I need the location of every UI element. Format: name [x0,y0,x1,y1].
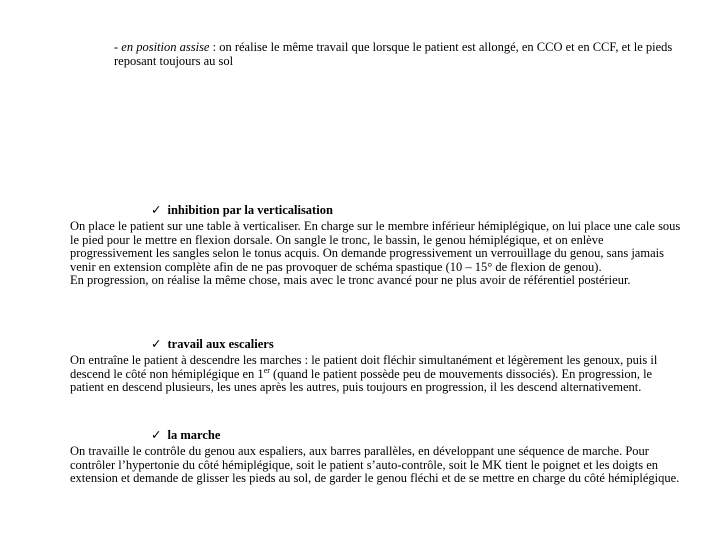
paragraph: On travaille le contrôle du genou aux espaliers, aux barres parallèles, en développant une séquence de marche. Pour contrôler l’hypertonie du côté hémiplégique, soit le patient s’auto-contrôle, soit le MK tient le poignet et les doigts en extension et demande de glisser les pieds au sol, de garder le genou fléchi et de se mettre en charge du côté hémiplégique. [70,444,680,485]
paragraph: On place le patient sur une table à verticaliser. En charge sur le membre inférieur hémiplégique, on lui place une cale sous le pied pour le mettre en flexion dorsale. On sangle le tronc, le bassin, le genou hémiplégique, et on enlève progressivement les sangles selon le tonus acquis. On demande progressivement un verrouillage du genou, sans jamais venir en extension complète afin de ne pas provoquer de schéma spastique (10 – 15° de flexion de genou). [70,219,681,274]
paragraph [70,354,682,395]
paragraph-text: On entraîne le patient à descendre les marches : le patient doit fléchir simultanément et légèrement les genoux, puis il descend le côté non hémiplégique en 1 [70,353,658,381]
section-title-marche [151,428,220,442]
superscript: er [263,365,270,375]
checkmark-icon: ✓ [151,203,162,217]
section-title-escaliers [151,337,274,351]
section-body-escaliers [70,354,682,395]
section-body-verticalisation [70,220,682,288]
section-title-verticalisation [151,203,333,217]
checkmark-icon: ✓ [151,428,162,442]
section-title-text: inhibition par la verticalisation [167,203,333,217]
section-title-text: travail aux escaliers [167,337,274,351]
intro-paragraph [114,40,694,68]
intro-lead: - en position assise [114,40,210,54]
intro-text: : on réalise le même travail que lorsque le patient est allongé, en CCO et en CCF, et le pieds reposant toujours au sol [114,40,673,68]
paragraph-text: (quand le patient possède peu de mouvements dissociés). En progression, le patient en descend plusieurs, les unes après les autres, puis toujours en progression, il les descend alternativement. [70,366,653,394]
section-title-text: la marche [167,428,221,442]
checkmark-icon: ✓ [151,337,162,351]
paragraph: En progression, on réalise la même chose, mais avec le tronc avancé pour ne plus avoir de référentiel postérieur. [70,273,631,287]
section-body-marche [70,445,682,486]
